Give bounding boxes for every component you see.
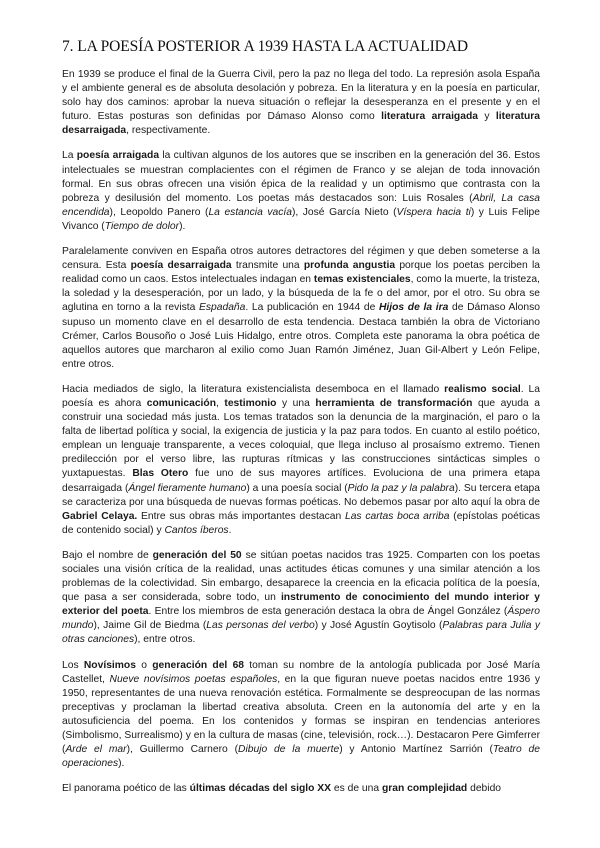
- work-title-emphasis: Hijos de la ira: [378, 302, 449, 314]
- work-title: Pido la paz y la palabra: [347, 482, 455, 494]
- paragraph-novisimos: [62, 659, 540, 772]
- text-run: La: [62, 150, 77, 162]
- document-page: [62, 38, 540, 807]
- bold-term: temas existenciales: [313, 274, 411, 286]
- text-run: Paralelamente conviven en España otros autores detractores del régimen y que deben someterse a la censura. Esta: [62, 246, 540, 272]
- work-title: Las personas del verbo: [206, 620, 315, 632]
- work-title: Ángel fieramente humano: [128, 482, 247, 494]
- text-run: . Entre los miembros de esta generación destaca la obra de Ángel González (: [148, 606, 508, 618]
- work-title: Víspera hacia ti: [396, 206, 471, 218]
- text-run: fue uno de sus mayores artífices. Evoluciona de una primera etapa desarraigada (: [62, 468, 540, 494]
- text-run: Entre sus obras más importantes destacan: [137, 510, 345, 522]
- text-run: Hacia mediados de siglo, la literatura existencialista desemboca en el llamado: [62, 383, 445, 395]
- section-title: 7. LA POESÍA POSTERIOR A 1939 HASTA LA ACTUALIDAD: [62, 38, 468, 55]
- bold-term: últimas décadas del siglo XX: [189, 783, 332, 795]
- text-run: transmite una: [231, 260, 304, 272]
- text-run: ), entre otros.: [134, 634, 196, 646]
- text-run: En 1939 se produce el final de la Guerra Civil, pero la paz no llega del todo. La represión asola España y el ambiente general es de absoluta desolación y pobreza. En la literatura y en la poesía en particular, solo hay dos caminos: aprobar la nueva situación o reflejar la desesperanza en el presente y en el futuro. Estas posturas son definidas por Dámaso Alonso como: [62, 69, 540, 123]
- bold-term: literatura desarraigada: [62, 111, 540, 137]
- text-run: se sitúan poetas nacidos tras 1925. Comparten con los poetas sociales una visión crítica de la realidad, unas actitudes éticas comunes y una similar atención a los problemas de la colectividad. Sin embargo, desaparece la creencia en la eficacia política de la poesía, que pasa a ser considerada, sobre todo, un: [62, 549, 540, 604]
- bold-term: generación del 50: [152, 549, 242, 561]
- text-run: ), Guillermo Carnero (: [126, 744, 239, 756]
- text-run: .: [228, 524, 232, 536]
- work-title: Dibujo de la muerte: [238, 744, 340, 756]
- text-run: la cultivan algunos de los autores que se inscriben en la generación del 36. Estos intelectuales se muestran complacientes con el régimen de Franco y se alejan de toda innovación formal. En sus obras ofrecen una visión épica de la realidad y un optimismo que contrasta con la pobreza y desilusión del momento. Los poetas más destacados son: Luis Rosales (: [62, 150, 541, 204]
- text-run: Bajo el nombre de: [62, 549, 153, 561]
- work-title: Cantos íberos: [164, 524, 229, 536]
- text-run: ) y José Agustín Goytisolo (: [314, 620, 443, 632]
- text-run: , como la muerte, la tristeza, la soledad y la desesperación, por un lado, y la búsqueda de la fe o del amor, por el otro. Su obra se aglutina en torno a la revista: [62, 274, 540, 314]
- bold-term: poesía arraigada: [76, 150, 160, 162]
- text-run: porque los poetas perciben la realidad como un caos. Estos intelectuales indagan en: [62, 260, 540, 286]
- text-run: El panorama poético de las: [62, 783, 190, 795]
- text-run: y: [477, 111, 496, 123]
- bold-term: poesía desarraigada: [130, 260, 232, 272]
- bold-term: instrumento de conocimiento del mundo interior y exterior del poeta: [62, 592, 541, 618]
- work-title: Áspero mundo: [62, 606, 540, 632]
- work-title: Las cartas boca arriba: [344, 510, 450, 522]
- bold-term: testimonio: [224, 397, 277, 409]
- text-run: ,: [215, 397, 225, 409]
- text-run: ).: [118, 758, 125, 770]
- bold-term: comunicación: [146, 397, 216, 409]
- bold-term: herramienta de transformación: [315, 397, 473, 409]
- bold-term: literatura arraigada: [381, 111, 478, 123]
- text-run: y una: [276, 397, 316, 409]
- work-title: Nueve novísimos poetas españoles: [109, 673, 278, 685]
- work-title: Arde el mar: [65, 744, 127, 756]
- text-run: ), Leopoldo Panero (: [109, 206, 209, 218]
- work-title: La estancia vacía: [208, 206, 292, 218]
- text-run: debido: [467, 783, 502, 795]
- text-run: es de una: [331, 783, 382, 795]
- work-title: Abril, La casa encendida: [62, 192, 540, 218]
- bold-term: Gabriel Celaya.: [62, 510, 138, 522]
- paragraph-posguerra: [62, 68, 540, 138]
- text-run: ) y Luis Felipe Vivanco (: [62, 206, 540, 232]
- text-run: ) y Antonio Martínez Sarrión (: [339, 744, 493, 756]
- work-title: Tiempo de dolor: [104, 220, 180, 232]
- paragraph-poesia-arraigada: [62, 149, 540, 234]
- text-run: ), José García Nieto (: [291, 206, 397, 218]
- text-run: . La poesía es ahora: [62, 383, 540, 409]
- text-run: . La publicación en 1944 de: [245, 302, 379, 314]
- text-run: , en la que figuran nueve poetas nacidos entre 1936 y 1950, representantes de una nueva renovación estética. Formalmente se despreocupan de las normas preceptivas y proclaman la libertad creativa absoluta. Creen en la autonomía del arte y en la autosuficiencia del poema. En los contenidos y formas se inspiran en tendencias anteriores (Simbolismo, Surrealismo) y en la cultura de masas (cine, televisión, rock…). Destacaron Pere Gimferrer (: [62, 673, 540, 756]
- paragraph-poesia-desarraigada: [62, 245, 540, 372]
- text-run: ), Jaime Gil de Biedma (: [93, 620, 207, 632]
- paragraph-ultimas-decadas: [62, 782, 540, 796]
- work-title: Teatro de operaciones: [62, 744, 540, 770]
- paragraph-generacion-50: [62, 549, 540, 648]
- text-run: , respectivamente.: [126, 125, 211, 137]
- bold-term: Novísimos: [83, 659, 136, 671]
- text-run: ).: [179, 220, 186, 232]
- text-run: toman su nombre de la antología publicada por José María Castellet,: [62, 659, 540, 685]
- bold-term: Blas Otero: [132, 468, 189, 480]
- bold-term: profunda angustia: [303, 260, 396, 272]
- work-title: Palabras para Julia y otras canciones: [62, 620, 540, 646]
- text-run: Los: [62, 659, 84, 671]
- text-run: que ayuda a construir una sociedad más justa. Los temas tratados son la denuncia de la marginación, el paro o la falta de libertad política y social, la exigencia de justicia y la paz para todos. En cuanto al estilo poético, emplean un lenguaje transparente, a veces coloquial, que llega incluso al prosaísmo extremo. Tienen predilección por el verso libre, las rupturas rítmicas y las construcciones sintácticas simples o yuxtapuestas.: [62, 397, 540, 480]
- text-run: (epístolas poéticas de contenido social) y: [62, 510, 541, 536]
- bold-term: realismo social: [444, 383, 521, 395]
- bold-term: gran complejidad: [381, 783, 468, 795]
- text-run: ) a una poesía social (: [246, 482, 348, 494]
- work-title: Espadaña: [199, 302, 246, 314]
- text-run: o: [135, 659, 153, 671]
- text-run: de Dámaso Alonso supuso un momento clave en el desarrollo de esta tendencia. Destaca también la obra de Victoriano Crémer, Carlos Bousoño o José Luis Hidalgo, entre otros. Completa este panorama la obra poética de aquellos autores que marcharon al exilio como Juan Ramón Jiménez, Juan Gil-Albert y León Felipe, entre otros.: [62, 302, 540, 370]
- bold-term: generación del 68: [152, 659, 245, 671]
- paragraph-realismo-social: [62, 383, 540, 538]
- text-run: ). Su tercera etapa se caracteriza por una búsqueda de nuevas formas poéticas. No debemos pasar por alto aquí la obra de: [62, 482, 541, 508]
